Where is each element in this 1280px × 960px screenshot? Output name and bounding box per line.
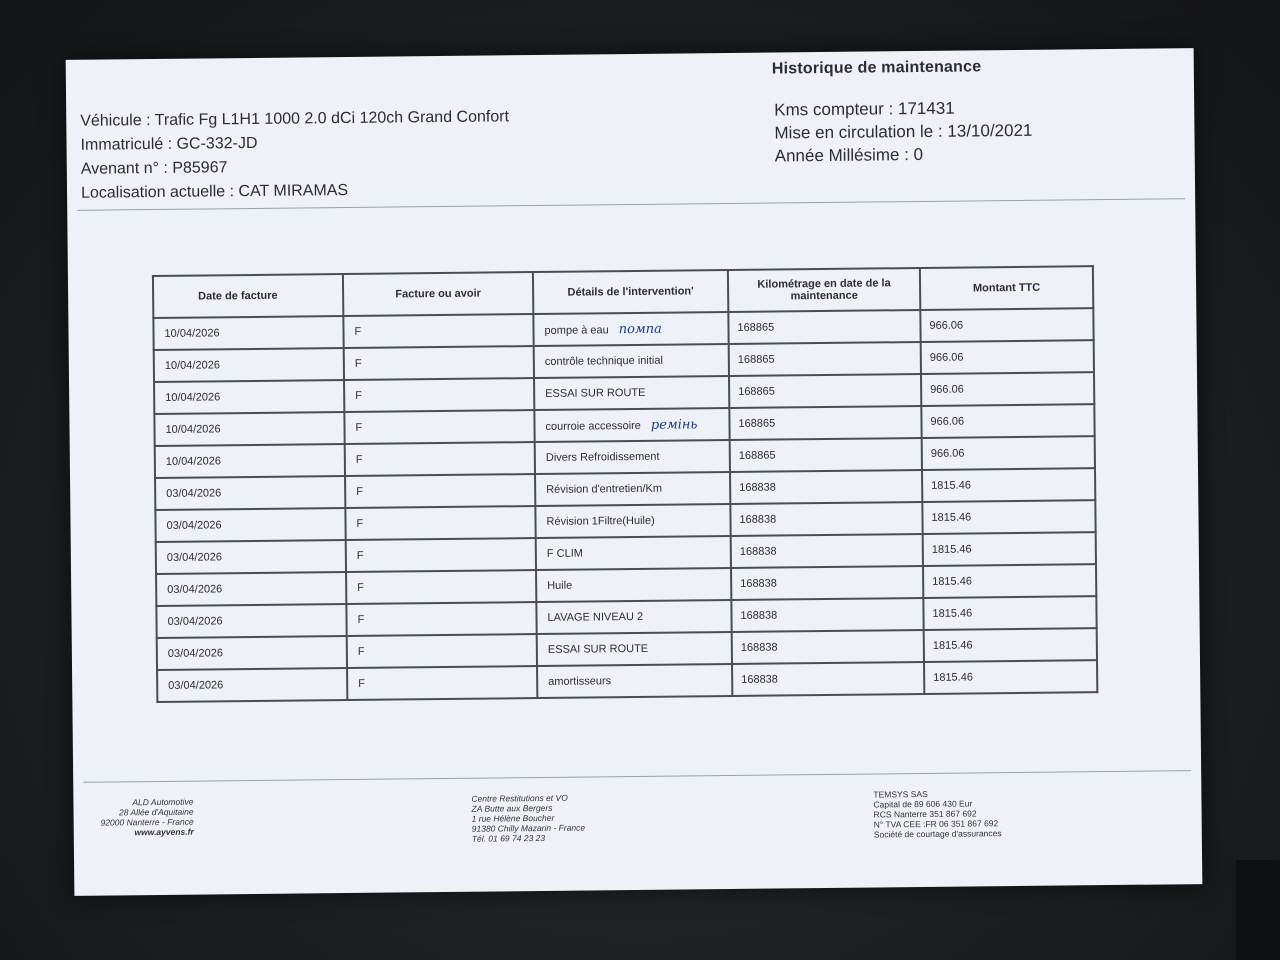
vehicle-plate: Immatriculé : GC-332-JD: [80, 134, 258, 154]
cell-mileage: [729, 342, 921, 376]
footer-line: Tél. 01 69 74 23 23: [471, 832, 546, 844]
cell-date: [157, 668, 347, 702]
cell-type: [345, 442, 535, 476]
cell-details-text: Huile: [547, 579, 573, 592]
cell-mileage-text: 168865: [737, 321, 775, 334]
cell-mileage: [728, 310, 920, 344]
header-details: Détails de l'intervention': [533, 270, 728, 314]
cell-details: [534, 344, 729, 378]
cell-date-text: 10/04/2026: [165, 455, 221, 468]
cell-details: [537, 632, 732, 666]
cell-mileage-text: 168838: [739, 513, 777, 526]
cell-mileage-text: 168865: [738, 449, 776, 462]
footer-line: RCS Nanterre 351 867 692: [873, 808, 977, 820]
cell-date: [156, 604, 346, 638]
cell-date-text: 10/04/2026: [165, 423, 221, 436]
cell-type: [344, 346, 534, 380]
cell-type-text: F: [355, 389, 362, 402]
cell-mileage: [731, 534, 923, 568]
cell-type: [347, 666, 537, 700]
cell-details: [536, 600, 731, 634]
cell-date: [155, 444, 345, 478]
header-type: Facture ou avoir: [343, 272, 533, 316]
cell-amount: [923, 564, 1096, 598]
footer-line: Centre Restitutions et VO: [471, 792, 568, 804]
cell-details-text: pompe à eau: [544, 323, 609, 337]
cell-amount-text: 966.06: [930, 447, 965, 460]
cell-type-text: F: [354, 357, 362, 370]
footer-line: 91380 Chilly Mazarin - France: [471, 822, 586, 834]
cell-date: [155, 476, 345, 510]
cell-details-text: Révision d'entretien/Km: [546, 482, 663, 496]
handwritten-note: ремінь: [650, 416, 698, 433]
cell-type-text: F: [357, 613, 365, 626]
cell-type-text: F: [356, 485, 363, 498]
cell-amount-text: 1815.46: [932, 607, 973, 620]
cell-amount-text: 1815.46: [933, 671, 973, 684]
cell-type: [346, 570, 536, 604]
cell-mileage-text: 168838: [740, 641, 778, 654]
cell-date: [153, 316, 343, 350]
vehicle-location: Localisation actuelle : CAT MIRAMAS: [80, 181, 349, 202]
cell-details: [535, 504, 730, 538]
cell-type: [346, 602, 536, 636]
footer-line: ALD Automotive: [132, 796, 194, 808]
cell-amount: [923, 532, 1096, 566]
cell-type: [344, 378, 534, 412]
cell-details: [536, 536, 731, 570]
cell-mileage-text: 168838: [740, 609, 778, 622]
footer-divider: [83, 770, 1191, 783]
footer-line: 1 rue Hélène Boucher: [471, 812, 555, 824]
cell-mileage: [729, 406, 921, 440]
cell-date-text: 03/04/2026: [168, 679, 224, 692]
footer-company: [73, 797, 193, 838]
cell-amount-text: 1815.46: [932, 639, 973, 652]
vehicle-amendment: Avenant n° : P85967: [80, 159, 228, 178]
footer-right: [873, 788, 1001, 839]
footer-line: ZA Butte aux Bergers: [471, 802, 553, 814]
cell-amount: [922, 500, 1095, 534]
cell-amount-text: 966.06: [929, 351, 964, 364]
cell-type-text: F: [355, 453, 363, 466]
cell-type-text: F: [358, 677, 366, 690]
cell-amount: [923, 596, 1096, 630]
cell-date: [154, 348, 344, 382]
cell-date-text: 03/04/2026: [166, 519, 222, 532]
cell-details-text: F CLIM: [546, 547, 583, 560]
cell-date-text: 03/04/2026: [166, 487, 222, 500]
footer-line: Société de courtage d'assurances: [873, 828, 1002, 840]
cell-amount-text: 1815.46: [931, 543, 972, 556]
footer-line: Capital de 89 606 430 Eur: [873, 798, 973, 810]
cell-type-text: F: [356, 549, 364, 562]
cell-mileage: [730, 502, 922, 536]
cell-date: [154, 380, 344, 414]
cell-type-text: F: [354, 325, 362, 338]
cell-date-text: 10/04/2026: [164, 359, 220, 372]
header-mileage: Kilométrage en date de la maintenance: [728, 268, 920, 312]
cell-mileage: [730, 438, 922, 472]
cell-type: [344, 410, 534, 444]
cell-amount: [921, 340, 1094, 374]
cell-details: [536, 568, 731, 602]
cell-mileage: [732, 630, 924, 664]
cell-amount-text: 1815.46: [931, 511, 972, 524]
vehicle-model: Véhicule : Trafic Fg L1H1 1000 2.0 dCi 120ch Grand Confort: [80, 108, 510, 130]
cell-type-text: F: [357, 645, 365, 658]
cell-date-text: 03/04/2026: [167, 583, 223, 596]
cell-amount-text: 966.06: [929, 319, 964, 332]
cell-date: [154, 412, 344, 446]
table-body: [153, 308, 1097, 702]
cell-date-text: 10/04/2026: [165, 391, 221, 404]
cell-mileage-text: 168865: [737, 353, 775, 366]
cell-details-text: amortisseurs: [548, 675, 612, 688]
cell-date-text: 10/04/2026: [164, 327, 220, 340]
cell-type-text: F: [356, 517, 364, 530]
cell-type: [343, 314, 533, 348]
cell-mileage-text: 168865: [738, 385, 775, 398]
odometer: Kms compteur : 171431: [774, 98, 955, 120]
cell-details: [534, 376, 729, 410]
cell-mileage-text: 168865: [738, 417, 776, 430]
model-year: Année Millésime : 0: [774, 144, 924, 166]
cell-mileage-text: 168838: [739, 545, 777, 558]
header-amount: Montant TTC: [920, 266, 1093, 310]
cell-details: [535, 440, 730, 474]
cell-amount: [920, 308, 1093, 342]
cell-mileage-text: 168838: [739, 481, 776, 494]
document-sheet: [66, 48, 1203, 896]
cell-amount: [922, 436, 1095, 470]
footer-line: TEMSYS SAS: [873, 788, 928, 800]
cell-amount: [924, 660, 1097, 694]
cell-type: [346, 538, 536, 572]
cell-amount: [921, 372, 1094, 406]
cell-date-text: 03/04/2026: [167, 647, 224, 660]
cell-type: [347, 634, 537, 668]
footer-line: 28 Allée d'Aquitaine: [118, 806, 194, 818]
cell-type: [345, 474, 535, 508]
cell-details: [535, 472, 730, 506]
document-title: Historique de maintenance: [771, 58, 982, 78]
cell-details-text: Divers Refroidissement: [545, 450, 660, 464]
cell-mileage: [731, 598, 923, 632]
cell-date: [156, 572, 346, 606]
cell-amount-text: 1815.46: [931, 479, 971, 492]
cell-type: [345, 506, 535, 540]
cell-amount: [922, 468, 1095, 502]
cell-mileage: [730, 470, 922, 504]
vehicle-info: [80, 105, 510, 205]
cell-details-text: ESSAI SUR ROUTE: [547, 642, 649, 656]
cell-mileage-text: 168838: [740, 577, 777, 590]
footer-line: N° TVA CEE :FR 06 351 867 692: [873, 818, 999, 830]
header-date: Date de facture: [153, 274, 343, 318]
footer-line: 92000 Nanterre - France: [100, 816, 194, 828]
cell-details: [533, 312, 728, 346]
cell-mileage-text: 168838: [741, 673, 778, 686]
cell-amount-text: 966.06: [930, 415, 965, 428]
cell-details: [537, 664, 732, 698]
cell-mileage: [732, 662, 924, 696]
cell-details-text: ESSAI SUR ROUTE: [545, 386, 646, 400]
cell-date: [156, 540, 346, 574]
maintenance-table: [152, 265, 1098, 703]
cell-type-text: F: [357, 581, 364, 594]
cell-details-text: courroie accessoire: [545, 419, 641, 433]
registration-date: Mise en circulation le : 13/10/2021: [774, 120, 1033, 143]
cell-amount: [921, 404, 1094, 438]
cell-type-text: F: [355, 421, 363, 434]
cell-date-text: 03/04/2026: [167, 615, 223, 628]
footer-center: [471, 793, 585, 844]
cell-amount-text: 1815.46: [932, 575, 972, 588]
footer-line: www.ayvens.fr: [134, 826, 194, 838]
cell-date: [155, 508, 345, 542]
cell-details: [534, 408, 729, 442]
cell-mileage: [729, 374, 921, 408]
background-edge-right: [1236, 860, 1280, 960]
cell-date-text: 03/04/2026: [166, 551, 222, 564]
cell-details-text: contrôle technique initial: [544, 354, 663, 368]
cell-amount: [924, 628, 1097, 662]
cell-amount-text: 966.06: [930, 383, 964, 396]
cell-details-text: Révision 1Filtre(Huile): [546, 514, 655, 528]
cell-date: [157, 636, 347, 670]
cell-details-text: LAVAGE NIVEAU 2: [547, 610, 644, 624]
cell-mileage: [731, 566, 923, 600]
handwritten-note: помпа: [618, 321, 662, 337]
vehicle-stats: [774, 96, 1033, 168]
